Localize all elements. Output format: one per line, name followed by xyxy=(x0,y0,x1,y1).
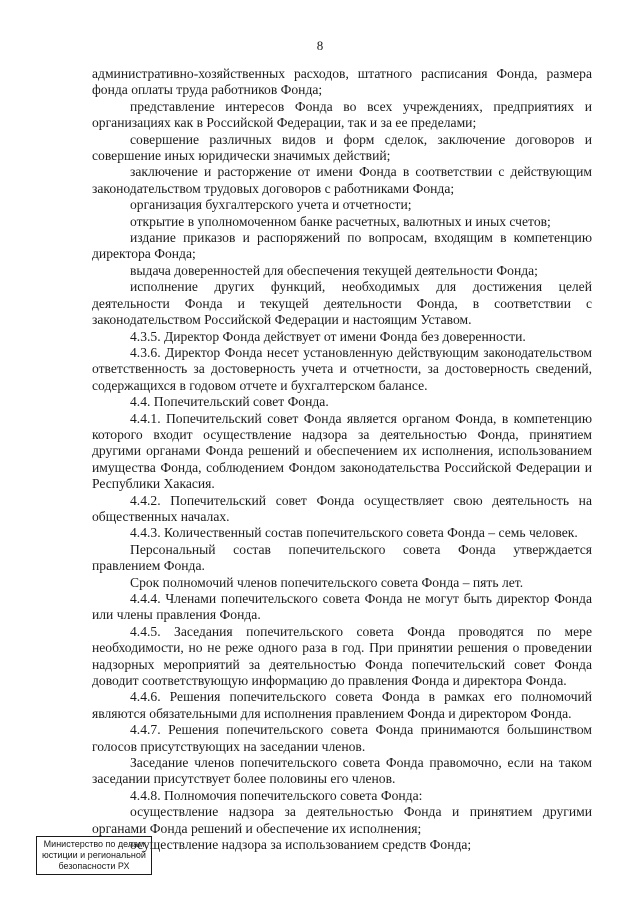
section-heading: 4.4. Попечительский совет Фонда. xyxy=(130,394,329,410)
paragraph: 4.4.2. Попечительский совет Фонда осуществляет свою деятельность на общественных началах. xyxy=(92,492,592,524)
paragraph: 4.4.1. Попечительский совет Фонда является органом Фонда, в компетенцию которого входит осуществление надзора за деятельностью Фонда, принятием другими органами Фонда решений и обеспечением их исполнения, использованием имущества Фонда, соблюдением Фондом законодательства Российской Федерации и Республики Хакасия. xyxy=(92,410,592,492)
paragraph: 4.4.6. Решения попечительского совета Фонда в рамках его полномочий являются обязательными для исполнения правлением Фонда и директором Фонда. xyxy=(92,689,592,721)
ministry-stamp xyxy=(36,836,152,875)
paragraph: выдача доверенностей для обеспечения текущей деятельности Фонда; xyxy=(130,262,538,278)
document-body xyxy=(92,66,592,854)
paragraph: исполнение других функций, необходимых для достижения целей деятельности Фонда и текущей деятельности Фонда, в соответствии с законодательством Российской Федерации и настоящим Уставом. xyxy=(92,279,592,328)
paragraph: осуществление надзора за использованием средств Фонда; xyxy=(130,837,472,853)
paragraph: 4.4.8. Полномочия попечительского совета Фонда: xyxy=(130,787,423,803)
paragraph: 4.4.3. Количественный состав попечительского совета Фонда – семь человек. xyxy=(130,525,578,541)
paragraph: 4.4.4. Членами попечительского совета Фонда не могут быть директор Фонда или члены правления Фонда. xyxy=(92,591,592,623)
paragraph: Персональный состав попечительского совета Фонда утверждается правлением Фонда. xyxy=(92,541,592,574)
stamp-line: безопасности РХ xyxy=(58,861,130,871)
paragraph: открытие в уполномоченном банке расчетных, валютных и иных счетов; xyxy=(130,213,551,229)
paragraph: представление интересов Фонда во всех учреждениях, предприятиях и организациях как в Российской Федерации, так и за ее пределами; xyxy=(92,98,592,131)
paragraph: Срок полномочий членов попечительского совета Фонда – пять лет. xyxy=(130,574,524,590)
paragraph: осуществление надзора за деятельностью Фонда и принятием другими органами Фонда решений и обеспечение их исполнения; xyxy=(92,804,592,836)
paragraph: 4.4.7. Решения попечительского совета Фонда принимаются большинством голосов присутствующих на заседании членов. xyxy=(92,722,592,754)
paragraph: Заседание членов попечительского совета Фонда правомочно, если на таком заседании присутствует более половины его членов. xyxy=(92,755,592,787)
paragraph: совершение различных видов и форм сделок, заключение договоров и совершение иных юридически значимых действий; xyxy=(92,131,592,164)
stamp-line: юстиции и региональной xyxy=(42,850,146,860)
paragraph: издание приказов и распоряжений по вопросам, входящим в компетенцию директора Фонда; xyxy=(92,230,592,262)
paragraph: организация бухгалтерского учета и отчетности; xyxy=(130,197,412,213)
paragraph: 4.3.6. Директор Фонда несет установленную действующим законодательством ответственность за достоверность учета и отчетности, за достоверность сведений, содержащихся в годовом отчете и бухгалтерском балансе. xyxy=(92,344,592,393)
paragraph: административно-хозяйственных расходов, штатного расписания Фонда, размера фонда оплаты труда работников Фонда; xyxy=(92,66,592,98)
stamp-line: Министерство по делам xyxy=(43,839,145,849)
page-number: 8 xyxy=(316,38,324,53)
paragraph: 4.3.5. Директор Фонда действует от имени Фонда без доверенности. xyxy=(130,328,526,344)
paragraph: заключение и расторжение от имени Фонда в соответствии с действующим законодательством трудовых договоров с работниками Фонда; xyxy=(92,164,592,196)
paragraph: 4.4.5. Заседания попечительского совета Фонда проводятся по мере необходимости, но не реже одного раза в год. При принятии решения о проведении надзорных мероприятий за деятельностью Фонда попечительский совет Фонда доводит соответствующую информацию до правления Фонда и директора Фонда. xyxy=(92,623,592,689)
